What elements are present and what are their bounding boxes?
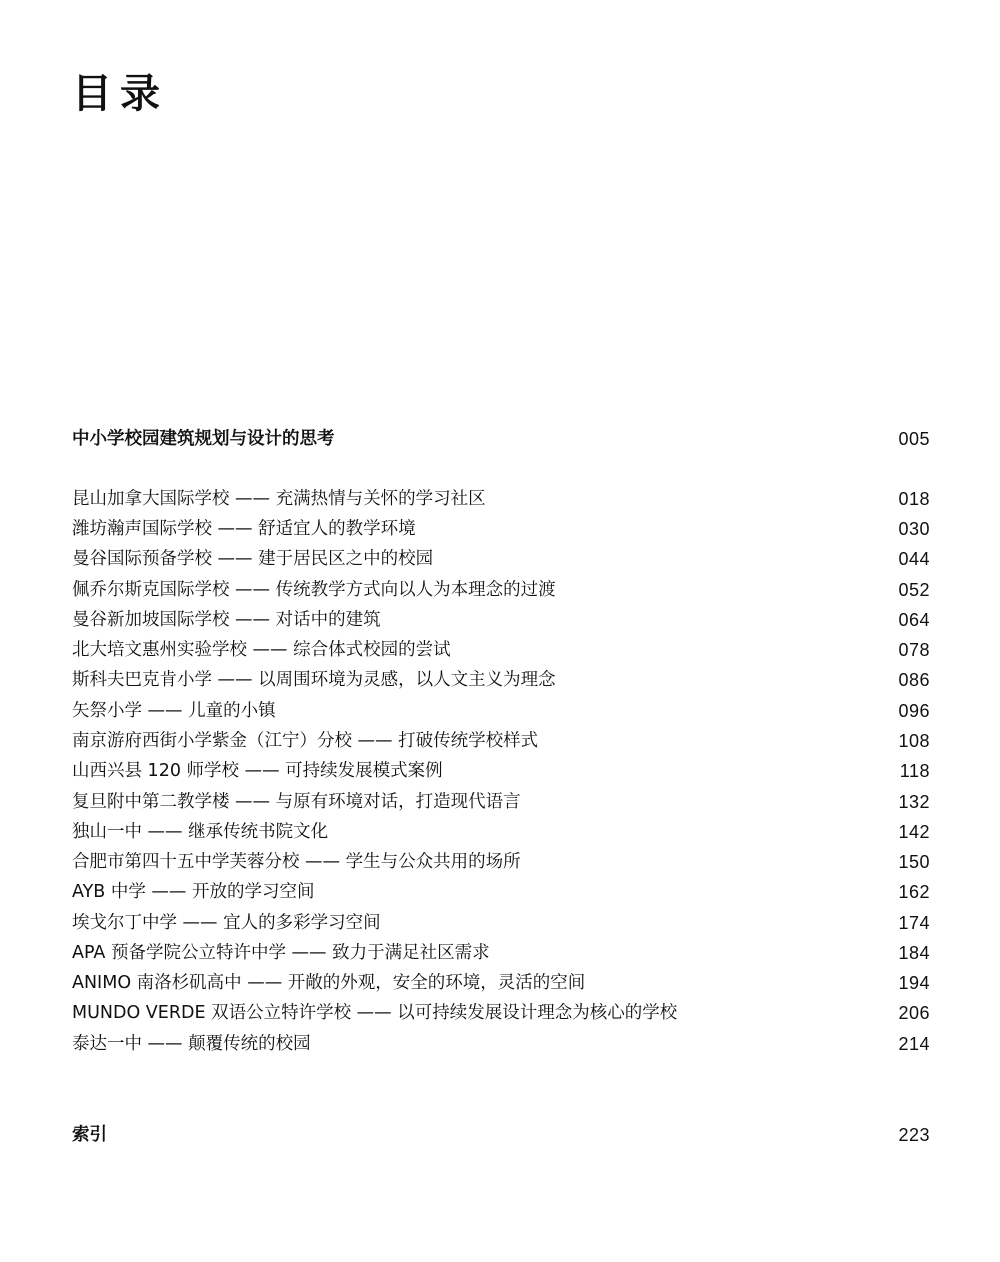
toc-entry-page: 108 [898, 731, 930, 751]
toc-entry[interactable] [72, 938, 930, 968]
toc-entry-title: 昆山加拿大国际学校 —— 充满热情与关怀的学习社区 [72, 489, 486, 509]
toc-entry-page: 132 [898, 792, 930, 812]
toc-entry[interactable] [72, 544, 930, 574]
toc-entry[interactable] [72, 787, 930, 817]
toc-entry[interactable] [72, 877, 930, 907]
toc-entry-title: 曼谷新加坡国际学校 —— 对话中的建筑 [72, 610, 381, 630]
toc-entry-page: 118 [899, 761, 930, 781]
toc-entry-title: 埃戈尔丁中学 —— 宜人的多彩学习空间 [72, 913, 381, 933]
toc-entry-page: 018 [898, 489, 930, 509]
toc-entry-page: 150 [898, 852, 930, 872]
toc-entry[interactable] [72, 514, 930, 544]
toc-entry[interactable] [72, 817, 930, 847]
toc-entry[interactable] [72, 696, 930, 726]
toc-entry-page: 142 [898, 822, 930, 842]
toc-entry-page: 052 [898, 580, 930, 600]
toc-entry[interactable] [72, 1029, 930, 1059]
toc-entry-title: 复旦附中第二教学楼 —— 与原有环境对话，打造现代语言 [72, 792, 521, 812]
page-title: 目录 [72, 71, 168, 117]
toc-entry[interactable] [72, 998, 930, 1028]
toc-entry-title: 斯科夫巴克肯小学 —— 以周围环境为灵感，以人文主义为理念 [72, 670, 556, 690]
toc-entry-title: 北大培文惠州实验学校 —— 综合体式校园的尝试 [72, 640, 451, 660]
toc-entry-page: 214 [898, 1034, 930, 1054]
toc-entry-title: 合肥市第四十五中学芙蓉分校 —— 学生与公众共用的场所 [72, 852, 521, 872]
toc-entry[interactable] [72, 665, 930, 695]
toc-entry[interactable] [72, 756, 930, 786]
toc-entry[interactable] [72, 908, 930, 938]
toc-entry-page: 096 [898, 701, 930, 721]
toc-entry-title: 山西兴县 120 师学校 —— 可持续发展模式案例 [72, 761, 443, 781]
toc-entry-title: MUNDO VERDE 双语公立特许学校 —— 以可持续发展设计理念为核心的学校 [72, 1003, 678, 1023]
toc-entry-page: 194 [898, 973, 930, 993]
toc-entry[interactable] [72, 847, 930, 877]
toc-entry-page: 174 [898, 913, 930, 933]
toc-entry[interactable] [72, 968, 930, 998]
toc-entry[interactable] [72, 605, 930, 635]
toc-entry-title: 佩乔尔斯克国际学校 —— 传统教学方式向以人为本理念的过渡 [72, 580, 556, 600]
toc-entry-index[interactable] [72, 1120, 930, 1150]
toc-entry-title: ANIMO 南洛杉矶高中 —— 开敞的外观，安全的环境，灵活的空间 [72, 973, 586, 993]
toc-entry-title: 泰达一中 —— 颠覆传统的校园 [72, 1034, 311, 1054]
toc-entry-title: 矢祭小学 —— 儿童的小镇 [72, 701, 276, 721]
toc-entry-intro[interactable] [72, 424, 930, 454]
toc-entry-page: 044 [898, 549, 930, 569]
toc-entry-title: 索引 [72, 1125, 107, 1145]
toc-entry-page: 064 [898, 610, 930, 630]
toc-entry-title: 独山一中 —— 继承传统书院文化 [72, 822, 329, 842]
toc-entry-page: 223 [898, 1125, 930, 1145]
toc-entry-page: 078 [898, 640, 930, 660]
toc-entry[interactable] [72, 635, 930, 665]
toc-entry-title: 曼谷国际预备学校 —— 建于居民区之中的校园 [72, 549, 434, 569]
toc-entry-page: 086 [898, 670, 930, 690]
toc-entry-page: 206 [898, 1003, 930, 1023]
toc-entry-title: APA 预备学院公立特许中学 —— 致力于满足社区需求 [72, 943, 490, 963]
toc-entry[interactable] [72, 484, 930, 514]
toc-entry[interactable] [72, 575, 930, 605]
toc-entry-page: 184 [898, 943, 930, 963]
toc-entry-title: 潍坊瀚声国际学校 —— 舒适宜人的教学环境 [72, 519, 416, 539]
toc-entry-page: 162 [898, 882, 930, 902]
toc-entry-title: AYB 中学 —— 开放的学习空间 [72, 882, 315, 902]
toc-entry-title: 中小学校园建筑规划与设计的思考 [72, 429, 335, 449]
toc-entry[interactable] [72, 726, 930, 756]
toc-entry-page: 030 [898, 519, 930, 539]
toc-entry-page: 005 [898, 429, 930, 449]
toc-entry-title: 南京游府西街小学紫金（江宁）分校 —— 打破传统学校样式 [72, 731, 539, 751]
